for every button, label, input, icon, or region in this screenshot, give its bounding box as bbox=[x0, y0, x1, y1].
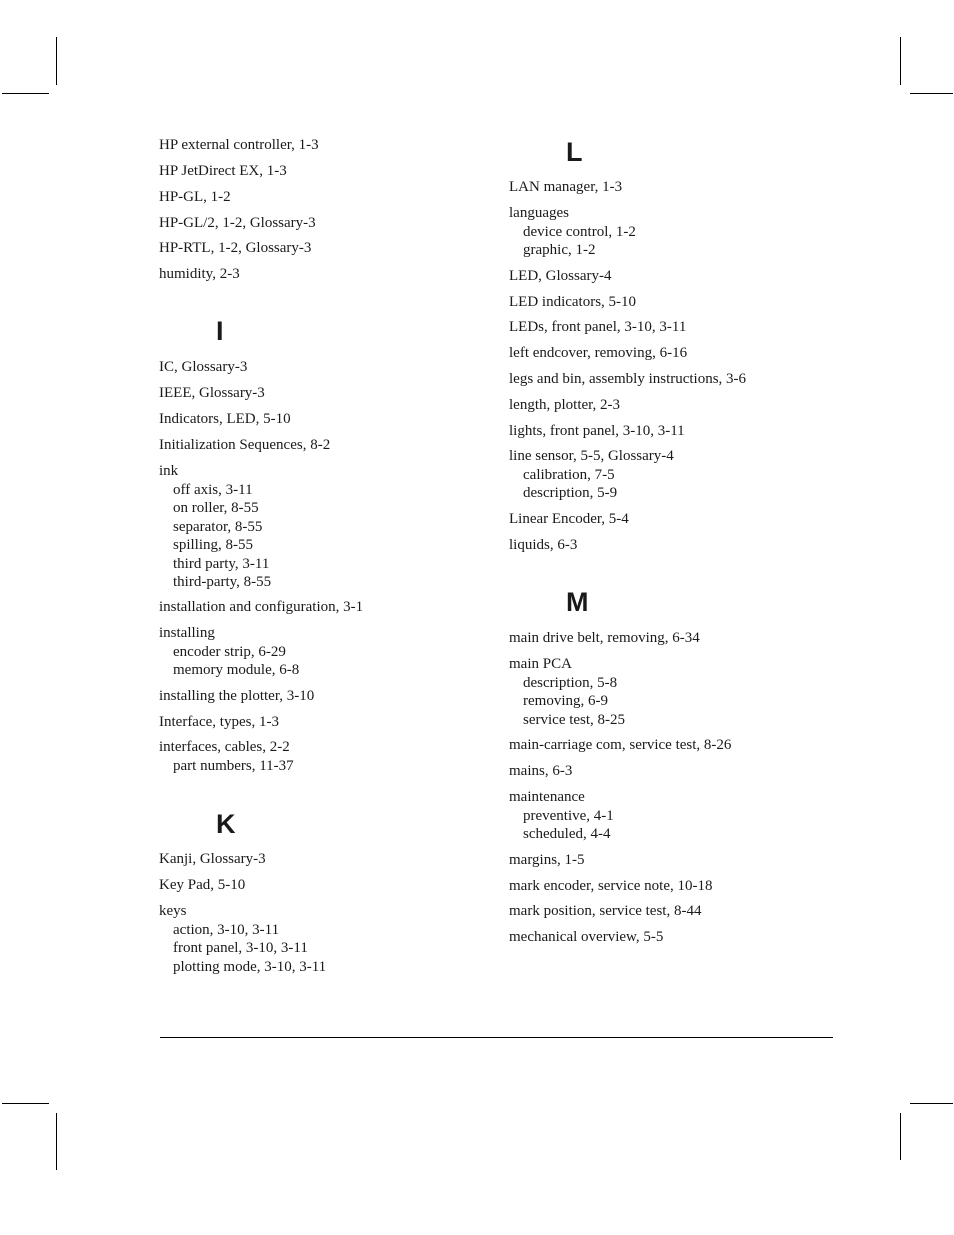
index-subentry: off axis, 3-11 bbox=[173, 481, 253, 498]
index-entry-term: main-carriage com, service test, 8-26 bbox=[509, 737, 732, 753]
index-subentry: calibration, 7-5 bbox=[523, 466, 615, 483]
index-entry bbox=[159, 687, 499, 706]
index-subentry: memory module, 6-8 bbox=[173, 662, 300, 678]
index-entry-term: legs and bin, assembly instructions, 3-6 bbox=[509, 371, 747, 387]
index-entry bbox=[159, 902, 499, 976]
index-entry bbox=[509, 510, 849, 529]
index-entry bbox=[509, 422, 849, 441]
index-entry bbox=[509, 293, 849, 312]
index-subentry: scheduled, 4-4 bbox=[523, 826, 611, 842]
index-entry bbox=[509, 928, 849, 947]
index-entry-term: length, plotter, 2-3 bbox=[509, 397, 621, 413]
index-entry bbox=[509, 447, 849, 503]
index-entry bbox=[159, 462, 499, 592]
footer-rule bbox=[160, 1037, 833, 1038]
index-entry-term: liquids, 6-3 bbox=[509, 537, 578, 553]
crop-mark-top-left-vertical bbox=[56, 37, 57, 85]
index-entry-term: LED, Glossary-4 bbox=[509, 268, 612, 284]
index-entry-term: keys bbox=[159, 903, 187, 919]
index-entry bbox=[509, 318, 849, 337]
crop-mark-top-right-vertical bbox=[900, 37, 901, 85]
index-entry-term: HP external controller, 1-3 bbox=[159, 137, 319, 153]
index-entry bbox=[509, 788, 849, 844]
index-entry-term: humidity, 2-3 bbox=[159, 266, 240, 282]
index-entry bbox=[509, 629, 849, 648]
crop-mark-bottom-right-horizontal bbox=[910, 1103, 953, 1104]
index-subentry: service test, 8-25 bbox=[523, 711, 626, 728]
index-entry bbox=[159, 738, 499, 775]
index-subentry: front panel, 3-10, 3-11 bbox=[173, 940, 308, 956]
index-entry-term: IEEE, Glossary-3 bbox=[159, 385, 265, 401]
index-entry bbox=[159, 713, 499, 732]
index-entry-term: LED indicators, 5-10 bbox=[509, 294, 637, 310]
index-entry-term: ink bbox=[159, 463, 179, 479]
index-entry-term: maintenance bbox=[509, 789, 585, 805]
index-subentry: description, 5-9 bbox=[523, 485, 618, 501]
index-entry-term: main PCA bbox=[509, 656, 572, 672]
index-entry bbox=[159, 136, 499, 155]
index-entry-term: installation and configuration, 3-1 bbox=[159, 599, 364, 615]
index-entry bbox=[509, 344, 849, 363]
index-entry-term: Kanji, Glossary-3 bbox=[159, 851, 266, 867]
index-entry bbox=[159, 239, 499, 258]
index-entry-term: Indicators, LED, 5-10 bbox=[159, 411, 291, 427]
index-entry bbox=[159, 410, 499, 429]
index-subentry: graphic, 1-2 bbox=[523, 242, 596, 258]
index-entry bbox=[509, 762, 849, 781]
index-entry bbox=[159, 265, 499, 284]
index-subentry: encoder strip, 6-29 bbox=[173, 643, 286, 660]
crop-mark-top-right-horizontal bbox=[910, 93, 953, 94]
section-letter-heading: I bbox=[216, 316, 224, 346]
index-entry-term: interfaces, cables, 2-2 bbox=[159, 739, 290, 755]
section-letter-heading: K bbox=[216, 809, 236, 839]
index-entry bbox=[509, 902, 849, 921]
index-entry bbox=[509, 178, 849, 197]
index-entry bbox=[159, 214, 499, 233]
index-entry-term: line sensor, 5-5, Glossary-4 bbox=[509, 448, 674, 464]
index-entry-term: mark position, service test, 8-44 bbox=[509, 903, 702, 919]
index-entry bbox=[509, 536, 849, 555]
index-entry-term: lights, front panel, 3-10, 3-11 bbox=[509, 423, 685, 439]
index-subentry: plotting mode, 3-10, 3-11 bbox=[173, 958, 327, 975]
index-entry bbox=[509, 267, 849, 286]
index-entry-term: Interface, types, 1-3 bbox=[159, 714, 279, 730]
index-entry-term: mains, 6-3 bbox=[509, 763, 573, 779]
index-subentry: removing, 6-9 bbox=[523, 693, 608, 709]
index-entry bbox=[509, 851, 849, 870]
index-subentry: action, 3-10, 3-11 bbox=[173, 921, 280, 938]
index-entry bbox=[509, 655, 849, 729]
index-entry bbox=[159, 876, 499, 895]
crop-mark-bottom-left-vertical bbox=[56, 1113, 57, 1170]
index-entry-term: mechanical overview, 5-5 bbox=[509, 929, 664, 945]
index-entry-term: mark encoder, service note, 10-18 bbox=[509, 878, 713, 894]
index-entry bbox=[509, 396, 849, 415]
crop-mark-bottom-left-horizontal bbox=[2, 1103, 49, 1104]
index-subentry: third party, 3-11 bbox=[173, 555, 270, 572]
index-subentry: part numbers, 11-37 bbox=[173, 757, 294, 774]
index-entry-term: Linear Encoder, 5-4 bbox=[509, 511, 629, 527]
index-entry bbox=[509, 736, 849, 755]
index-entry bbox=[509, 877, 849, 896]
index-entry bbox=[159, 624, 499, 680]
index-entry bbox=[159, 162, 499, 181]
index-entry-term: Key Pad, 5-10 bbox=[159, 877, 246, 893]
index-entry-term: languages bbox=[509, 205, 569, 221]
index-entry-term: Initialization Sequences, 8-2 bbox=[159, 437, 331, 453]
index-entry bbox=[509, 370, 849, 389]
index-entry-term: HP-GL, 1-2 bbox=[159, 189, 231, 205]
index-entry bbox=[159, 598, 499, 617]
index-entry-term: main drive belt, removing, 6-34 bbox=[509, 630, 700, 646]
index-entry bbox=[509, 204, 849, 260]
index-entry-term: margins, 1-5 bbox=[509, 852, 585, 868]
index-entry-term: LAN manager, 1-3 bbox=[509, 179, 623, 195]
index-entry bbox=[159, 358, 499, 377]
index-entry-term: IC, Glossary-3 bbox=[159, 359, 248, 375]
index-entry-term: installing bbox=[159, 625, 215, 641]
index-entry bbox=[159, 436, 499, 455]
index-subentry: on roller, 8-55 bbox=[173, 500, 259, 516]
index-subentry: separator, 8-55 bbox=[173, 518, 263, 535]
index-subentry: description, 5-8 bbox=[523, 674, 618, 691]
index-entry-term: left endcover, removing, 6-16 bbox=[509, 345, 688, 361]
index-subentry: third-party, 8-55 bbox=[173, 574, 272, 590]
index-entry-term: HP JetDirect EX, 1-3 bbox=[159, 163, 287, 179]
index-entry-term: LEDs, front panel, 3-10, 3-11 bbox=[509, 319, 687, 335]
index-entry bbox=[159, 850, 499, 869]
crop-mark-bottom-right-vertical bbox=[900, 1113, 901, 1160]
index-entry-term: installing the plotter, 3-10 bbox=[159, 688, 315, 704]
index-entry bbox=[159, 188, 499, 207]
section-letter-heading: L bbox=[566, 137, 583, 167]
section-letter-heading: M bbox=[566, 587, 589, 617]
index-entry-term: HP-GL/2, 1-2, Glossary-3 bbox=[159, 215, 316, 231]
index-subentry: preventive, 4-1 bbox=[523, 807, 614, 824]
index-subentry: spilling, 8-55 bbox=[173, 537, 254, 553]
index-subentry: device control, 1-2 bbox=[523, 223, 636, 240]
index-entry bbox=[159, 384, 499, 403]
crop-mark-top-left-horizontal bbox=[2, 93, 49, 94]
index-entry-term: HP-RTL, 1-2, Glossary-3 bbox=[159, 240, 312, 256]
